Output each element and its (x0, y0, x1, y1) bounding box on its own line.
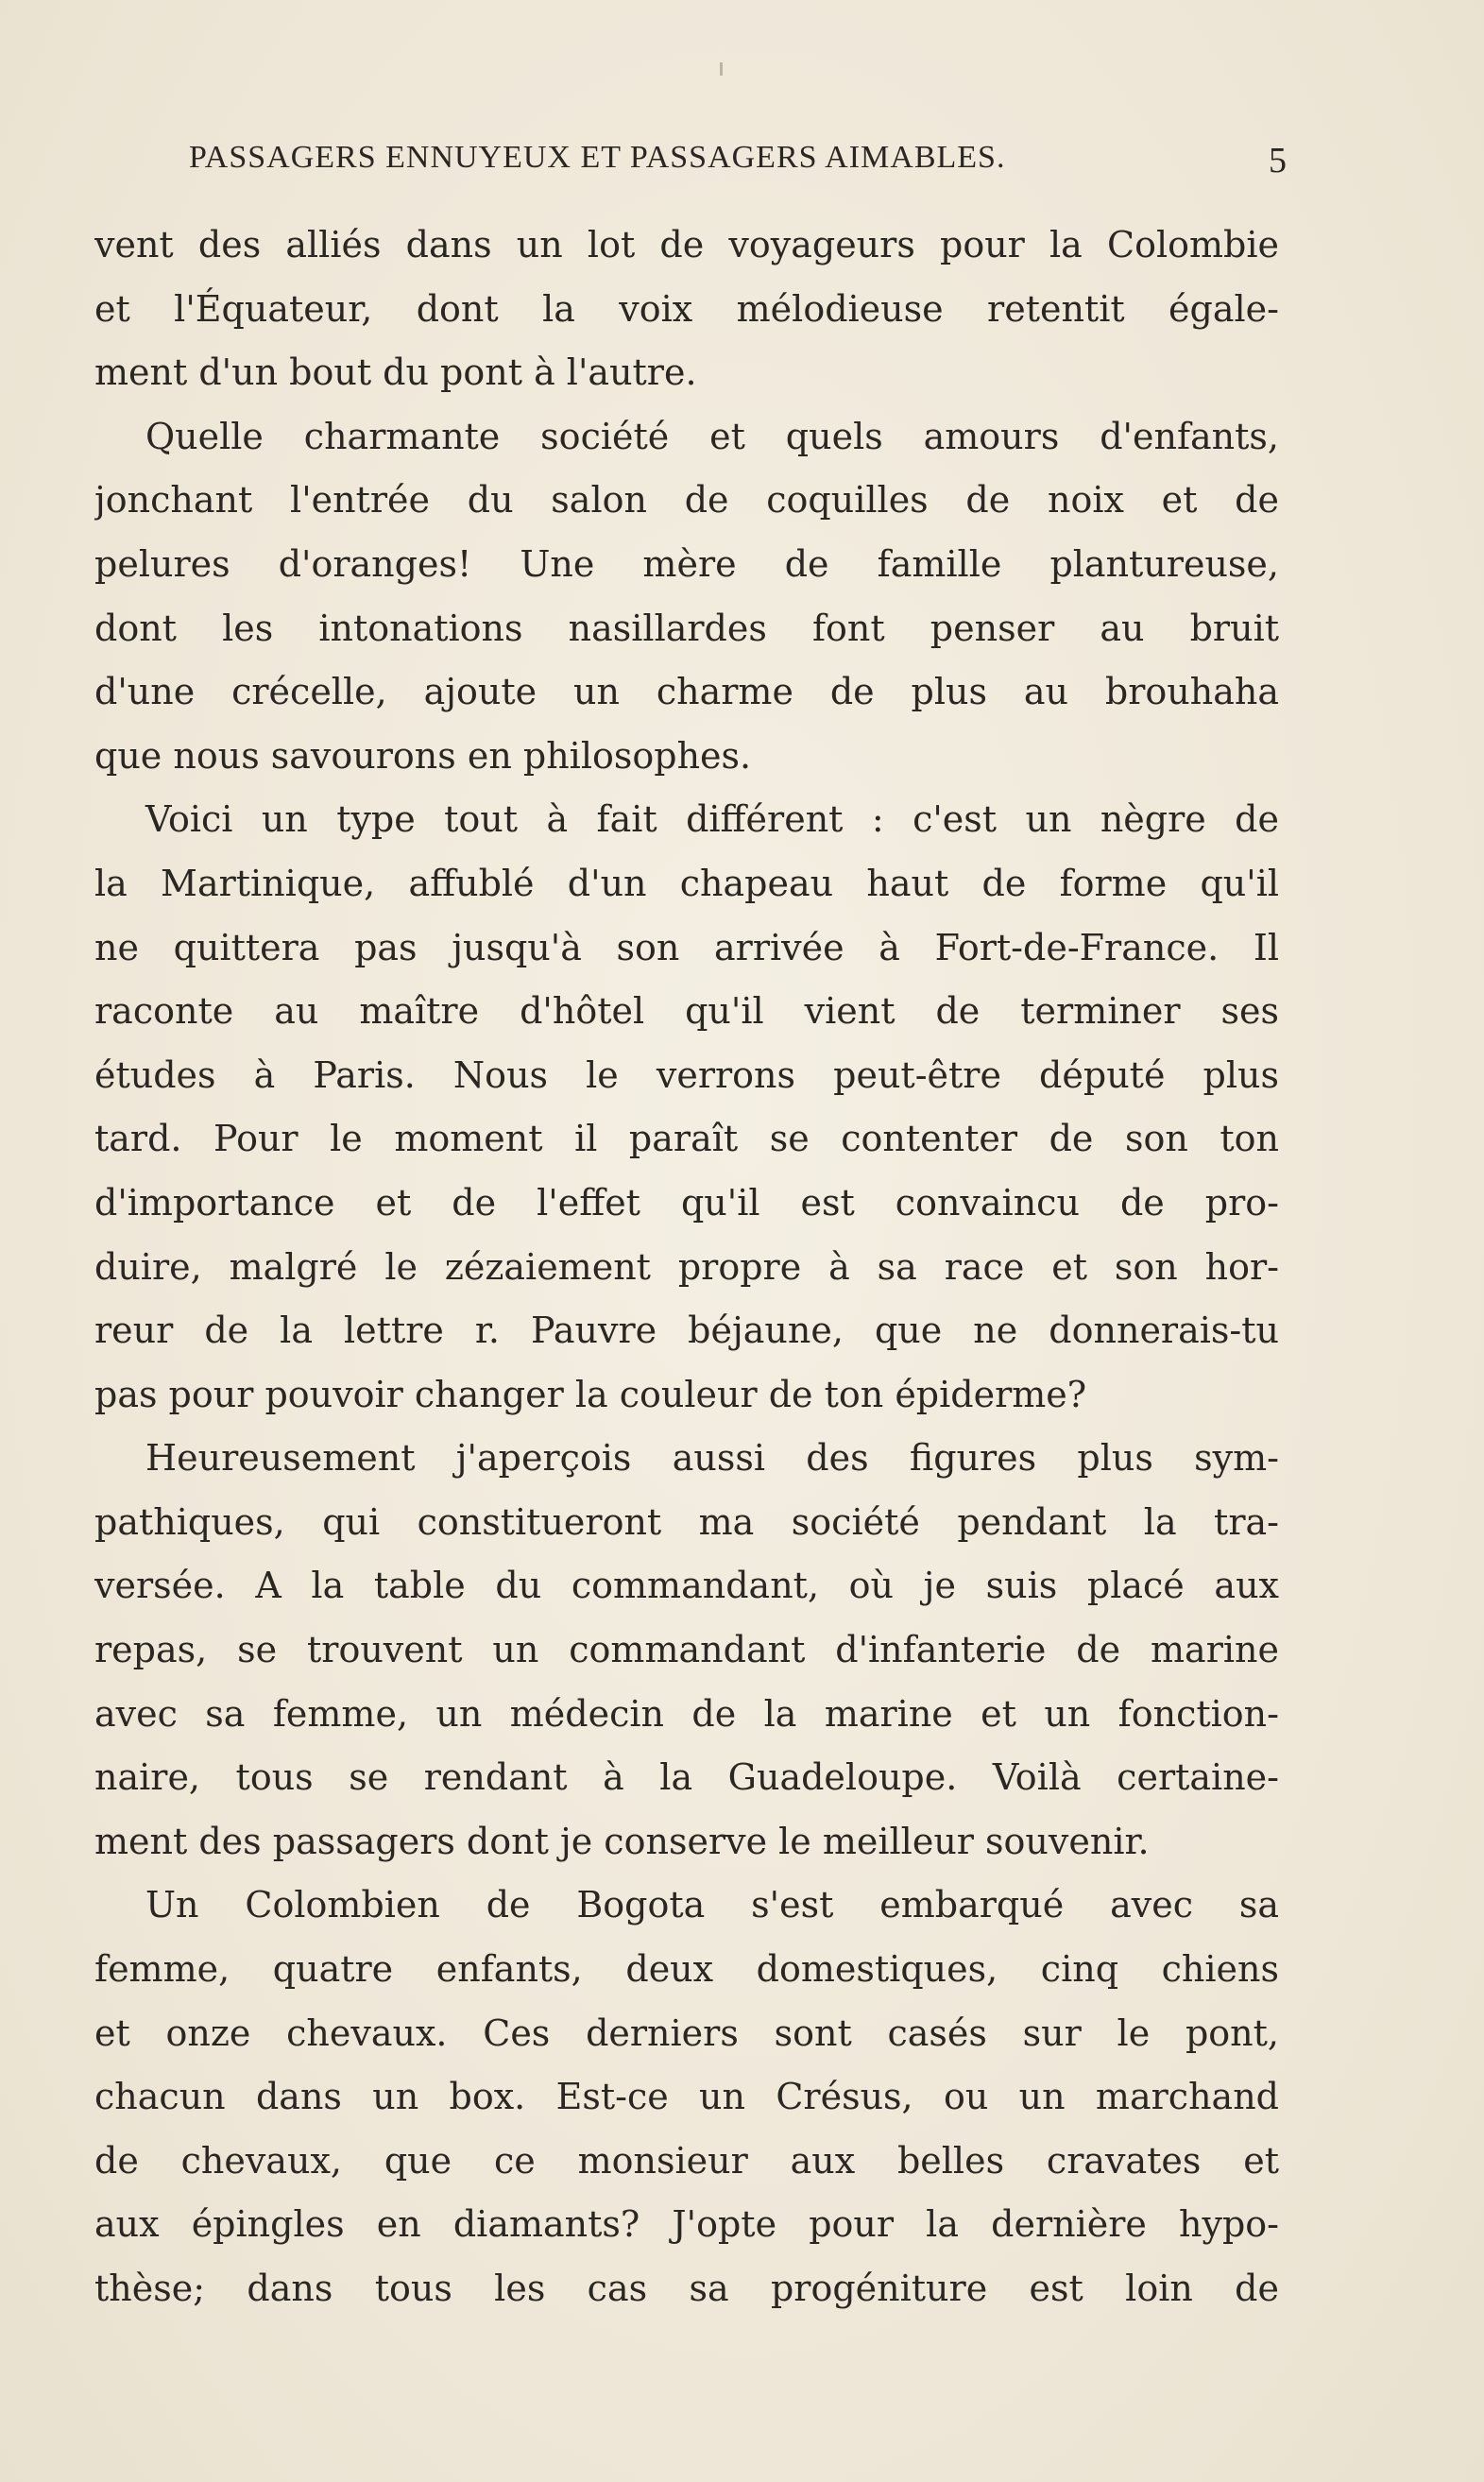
text-line: avec sa femme, un médecin de la marine et un fonction- (94, 1692, 1279, 1735)
page-number: 5 (1269, 141, 1287, 180)
text-line: femme, quatre enfants, deux domestiques, cinq chiens (94, 1948, 1279, 1991)
text-line: versée. A la table du commandant, où je suis placé aux (94, 1565, 1279, 1607)
text-line: ne quittera pas jusqu'à son arrivée à Fort-de-France. Il (94, 926, 1279, 968)
text-line: que nous savourons en philosophes. (94, 734, 752, 777)
text-line: d'importance et de l'effet qu'il est convaincu de pro- (94, 1181, 1279, 1224)
text-line: Un Colombien de Bogota s'est embarqué avec sa (145, 1884, 1279, 1926)
text-line: raconte au maître d'hôtel qu'il vient de terminer ses (94, 990, 1279, 1033)
text-line: vent des alliés dans un lot de voyageurs pour la Colombie (94, 224, 1279, 265)
text-line: dont les intonations nasillardes font penser au bruit (94, 607, 1279, 649)
ink-speck (720, 62, 723, 76)
text-line: pas pour pouvoir changer la couleur de ton épiderme? (94, 1373, 1087, 1415)
text-line: la Martinique, affublé d'un chapeau haut de forme qu'il (94, 862, 1279, 904)
text-line: reur de la lettre r. Pauvre béjaune, que ne donnerais-tu (94, 1309, 1279, 1352)
text-line: et onze chevaux. Ces derniers sont casés sur le pont, (94, 2011, 1279, 2054)
text-line: tard. Pour le moment il paraît se contenter de son ton (94, 1118, 1279, 1160)
running-title: PASSAGERS ENNUYEUX ET PASSAGERS AIMABLES. (189, 140, 1006, 175)
text-line: de chevaux, que ce monsieur aux belles cravates et (94, 2139, 1279, 2182)
text-line: et l'Équateur, dont la voix mélodieuse retentit égale- (94, 287, 1279, 330)
text-line: Heureusement j'aperçois aussi des figures plus sym- (145, 1437, 1279, 1480)
text-line: jonchant l'entrée du salon de coquilles de noix et de (94, 479, 1279, 522)
text-line: Voici un type tout à fait différent : c'est un nègre de (145, 798, 1279, 841)
text-line: d'une crécelle, ajoute un charme de plus au brouhaha (94, 671, 1279, 713)
text-line: thèse; dans tous les cas sa progéniture est loin de (94, 2268, 1279, 2309)
page-header (189, 132, 1287, 189)
text-line: Quelle charmante société et quels amours d'enfants, (145, 415, 1279, 457)
body-text (94, 214, 1279, 2321)
text-line: naire, tous se rendant à la Guadeloupe. Voilà certaine- (94, 1756, 1279, 1799)
text-line: ment d'un bout du pont à l'autre. (94, 351, 697, 394)
text-line: duire, malgré le zézaiement propre à sa race et son hor- (94, 1245, 1279, 1288)
text-line: aux épingles en diamants? J'opte pour la dernière hypo- (94, 2203, 1279, 2246)
text-line: pelures d'oranges! Une mère de famille plantureuse, (94, 542, 1279, 585)
text-line: pathiques, qui constitueront ma société pendant la tra- (94, 1500, 1279, 1543)
text-line: études à Paris. Nous le verrons peut-être député plus (94, 1053, 1279, 1096)
text-line: repas, se trouvent un commandant d'infanterie de marine (94, 1629, 1279, 1671)
text-line: chacun dans un box. Est-ce un Crésus, ou un marchand (94, 2076, 1279, 2118)
text-line: ment des passagers dont je conserve le meilleur souvenir. (94, 1820, 1150, 1862)
